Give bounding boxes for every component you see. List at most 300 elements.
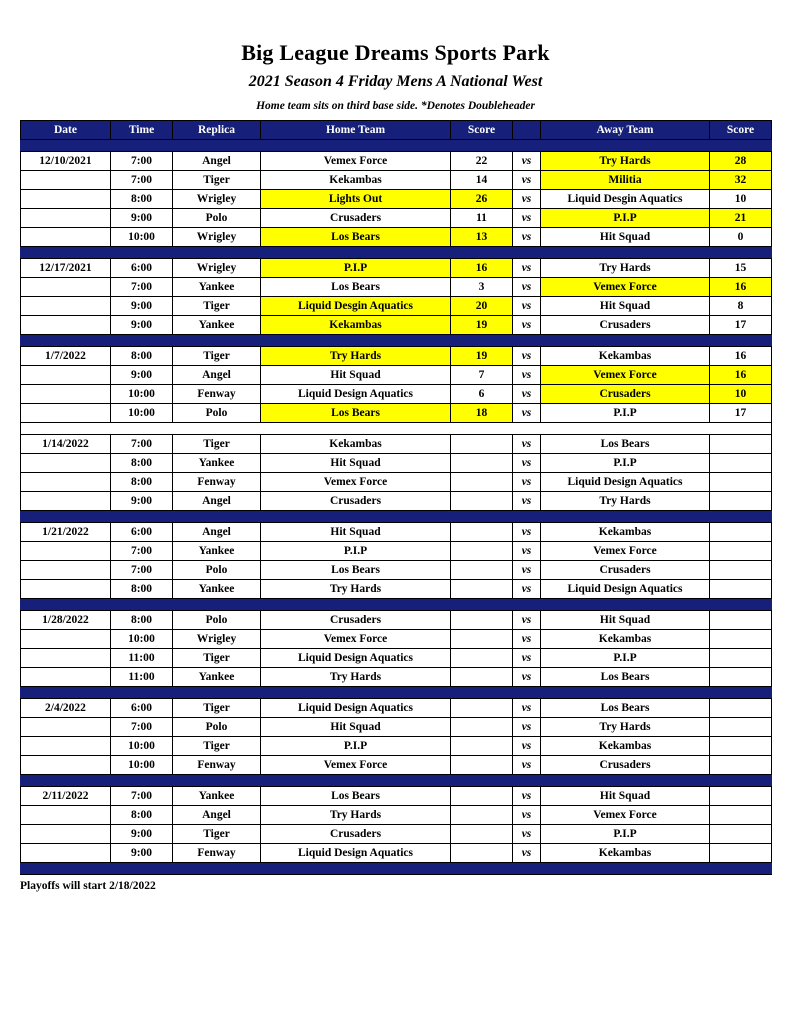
cell-time: 9:00 — [111, 825, 173, 844]
cell-home-score: 26 — [451, 190, 513, 209]
cell-home-score: 11 — [451, 209, 513, 228]
cell-away-score — [710, 699, 772, 718]
divider-cell — [21, 140, 772, 152]
cell-away-score — [710, 787, 772, 806]
cell-vs: vs — [513, 523, 541, 542]
cell-home-score — [451, 454, 513, 473]
cell-home-team: P.I.P — [261, 737, 451, 756]
cell-vs: vs — [513, 316, 541, 335]
cell-away-team: Hit Squad — [541, 228, 710, 247]
cell-away-score — [710, 435, 772, 454]
cell-date — [21, 718, 111, 737]
cell-time: 11:00 — [111, 668, 173, 687]
cell-home-score — [451, 630, 513, 649]
divider-cell — [21, 423, 772, 435]
cell-away-score: 10 — [710, 190, 772, 209]
cell-date — [21, 668, 111, 687]
cell-away-score — [710, 580, 772, 599]
table-row — [21, 278, 772, 297]
cell-home-team: Try Hards — [261, 668, 451, 687]
table-row — [21, 668, 772, 687]
table-row — [21, 718, 772, 737]
cell-replica: Angel — [173, 152, 261, 171]
cell-date — [21, 630, 111, 649]
table-header-row — [21, 121, 772, 140]
cell-home-score: 19 — [451, 347, 513, 366]
cell-away-team: Hit Squad — [541, 297, 710, 316]
cell-time: 7:00 — [111, 542, 173, 561]
table-row — [21, 385, 772, 404]
cell-home-score — [451, 611, 513, 630]
cell-replica: Angel — [173, 806, 261, 825]
table-row — [21, 435, 772, 454]
table-row — [21, 190, 772, 209]
table-row — [21, 297, 772, 316]
cell-away-score — [710, 668, 772, 687]
cell-date — [21, 825, 111, 844]
cell-time: 10:00 — [111, 404, 173, 423]
cell-home-team: Liquid Design Aquatics — [261, 649, 451, 668]
column-header-home-team: Home Team — [261, 121, 451, 140]
cell-away-team: Liquid Desgin Aquatics — [541, 190, 710, 209]
cell-away-score — [710, 718, 772, 737]
cell-home-team: Crusaders — [261, 611, 451, 630]
cell-vs: vs — [513, 806, 541, 825]
cell-home-score — [451, 806, 513, 825]
cell-replica: Fenway — [173, 473, 261, 492]
cell-time: 11:00 — [111, 649, 173, 668]
cell-replica: Tiger — [173, 347, 261, 366]
cell-away-score: 28 — [710, 152, 772, 171]
cell-away-team: Vemex Force — [541, 806, 710, 825]
cell-home-team: Vemex Force — [261, 630, 451, 649]
cell-date — [21, 561, 111, 580]
cell-time: 10:00 — [111, 756, 173, 775]
cell-away-score — [710, 649, 772, 668]
cell-vs: vs — [513, 435, 541, 454]
cell-away-team: P.I.P — [541, 825, 710, 844]
cell-home-team: Crusaders — [261, 492, 451, 511]
cell-date — [21, 190, 111, 209]
cell-home-team: Kekambas — [261, 435, 451, 454]
cell-replica: Yankee — [173, 580, 261, 599]
cell-replica: Yankee — [173, 542, 261, 561]
cell-replica: Tiger — [173, 699, 261, 718]
cell-home-score: 16 — [451, 259, 513, 278]
column-header-home-score: Score — [451, 121, 513, 140]
cell-away-score — [710, 825, 772, 844]
table-row — [21, 825, 772, 844]
divider-cell — [21, 863, 772, 875]
cell-away-score: 0 — [710, 228, 772, 247]
cell-home-score: 22 — [451, 152, 513, 171]
cell-time: 7:00 — [111, 152, 173, 171]
cell-home-team: P.I.P — [261, 542, 451, 561]
document-header — [20, 0, 771, 112]
cell-away-score — [710, 561, 772, 580]
cell-vs: vs — [513, 542, 541, 561]
cell-date: 1/21/2022 — [21, 523, 111, 542]
cell-time: 10:00 — [111, 385, 173, 404]
cell-home-team: Los Bears — [261, 404, 451, 423]
cell-home-score — [451, 492, 513, 511]
cell-time: 9:00 — [111, 492, 173, 511]
cell-date — [21, 542, 111, 561]
cell-home-score — [451, 825, 513, 844]
table-row — [21, 649, 772, 668]
cell-vs: vs — [513, 366, 541, 385]
cell-home-score — [451, 523, 513, 542]
cell-away-team: Hit Squad — [541, 787, 710, 806]
cell-date: 1/7/2022 — [21, 347, 111, 366]
cell-away-score — [710, 492, 772, 511]
cell-home-score: 19 — [451, 316, 513, 335]
cell-vs: vs — [513, 649, 541, 668]
table-row — [21, 347, 772, 366]
cell-date: 1/28/2022 — [21, 611, 111, 630]
cell-home-team: Kekambas — [261, 316, 451, 335]
cell-replica: Polo — [173, 404, 261, 423]
cell-home-team: Try Hards — [261, 347, 451, 366]
cell-replica: Tiger — [173, 297, 261, 316]
table-row — [21, 404, 772, 423]
cell-vs: vs — [513, 825, 541, 844]
page-subtitle: 2021 Season 4 Friday Mens A National West — [248, 73, 543, 90]
table-row — [21, 152, 772, 171]
cell-home-team: Vemex Force — [261, 473, 451, 492]
cell-vs: vs — [513, 844, 541, 863]
cell-date — [21, 171, 111, 190]
cell-time: 10:00 — [111, 228, 173, 247]
cell-away-score — [710, 454, 772, 473]
cell-vs: vs — [513, 787, 541, 806]
cell-replica: Polo — [173, 718, 261, 737]
cell-vs: vs — [513, 756, 541, 775]
cell-replica: Yankee — [173, 787, 261, 806]
cell-away-team: Liquid Design Aquatics — [541, 580, 710, 599]
cell-vs: vs — [513, 347, 541, 366]
cell-away-team: P.I.P — [541, 454, 710, 473]
table-row — [21, 366, 772, 385]
cell-away-score: 16 — [710, 278, 772, 297]
cell-home-score — [451, 668, 513, 687]
cell-home-score — [451, 737, 513, 756]
cell-vs: vs — [513, 152, 541, 171]
cell-date: 1/14/2022 — [21, 435, 111, 454]
section-divider-row — [21, 599, 772, 611]
cell-vs: vs — [513, 561, 541, 580]
section-divider-row — [21, 247, 772, 259]
cell-home-score: 18 — [451, 404, 513, 423]
cell-vs: vs — [513, 473, 541, 492]
cell-time: 8:00 — [111, 454, 173, 473]
cell-replica: Angel — [173, 523, 261, 542]
table-row — [21, 844, 772, 863]
table-row — [21, 542, 772, 561]
cell-away-score — [710, 630, 772, 649]
cell-away-team: Try Hards — [541, 152, 710, 171]
cell-away-team: Hit Squad — [541, 611, 710, 630]
cell-vs: vs — [513, 385, 541, 404]
cell-replica: Yankee — [173, 454, 261, 473]
cell-home-team: Vemex Force — [261, 152, 451, 171]
cell-date: 2/11/2022 — [21, 787, 111, 806]
cell-date — [21, 297, 111, 316]
cell-replica: Yankee — [173, 668, 261, 687]
cell-home-score: 3 — [451, 278, 513, 297]
cell-home-team: P.I.P — [261, 259, 451, 278]
playoffs-note: Playoffs will start 2/18/2022 — [20, 880, 156, 892]
cell-time: 8:00 — [111, 580, 173, 599]
cell-away-team: Kekambas — [541, 844, 710, 863]
cell-replica: Wrigley — [173, 630, 261, 649]
cell-vs: vs — [513, 190, 541, 209]
cell-home-team: Liquid Design Aquatics — [261, 844, 451, 863]
table-row — [21, 787, 772, 806]
cell-time: 9:00 — [111, 844, 173, 863]
cell-away-score — [710, 473, 772, 492]
cell-replica: Wrigley — [173, 190, 261, 209]
cell-replica: Tiger — [173, 649, 261, 668]
cell-vs: vs — [513, 209, 541, 228]
cell-home-score — [451, 756, 513, 775]
cell-away-score: 8 — [710, 297, 772, 316]
table-row — [21, 699, 772, 718]
cell-replica: Angel — [173, 366, 261, 385]
cell-date — [21, 580, 111, 599]
cell-vs: vs — [513, 454, 541, 473]
cell-date — [21, 473, 111, 492]
column-header-away-team: Away Team — [541, 121, 710, 140]
cell-away-team: Los Bears — [541, 435, 710, 454]
cell-date — [21, 844, 111, 863]
table-row — [21, 454, 772, 473]
cell-away-score: 21 — [710, 209, 772, 228]
cell-vs: vs — [513, 668, 541, 687]
cell-replica: Angel — [173, 492, 261, 511]
cell-vs: vs — [513, 699, 541, 718]
cell-away-score — [710, 756, 772, 775]
table-row — [21, 561, 772, 580]
table-row — [21, 523, 772, 542]
cell-vs: vs — [513, 492, 541, 511]
cell-home-team: Liquid Design Aquatics — [261, 385, 451, 404]
cell-vs: vs — [513, 718, 541, 737]
cell-home-score — [451, 542, 513, 561]
cell-date — [21, 454, 111, 473]
cell-home-team: Kekambas — [261, 171, 451, 190]
table-row — [21, 611, 772, 630]
cell-vs: vs — [513, 611, 541, 630]
cell-away-team: Los Bears — [541, 668, 710, 687]
cell-vs: vs — [513, 278, 541, 297]
column-header-date: Date — [21, 121, 111, 140]
table-row — [21, 259, 772, 278]
cell-away-team: Kekambas — [541, 523, 710, 542]
section-divider-row — [21, 863, 772, 875]
cell-replica: Polo — [173, 561, 261, 580]
cell-away-team: Crusaders — [541, 561, 710, 580]
cell-date — [21, 649, 111, 668]
cell-time: 8:00 — [111, 347, 173, 366]
cell-away-team: P.I.P — [541, 209, 710, 228]
table-row — [21, 228, 772, 247]
cell-away-score: 17 — [710, 316, 772, 335]
divider-cell — [21, 335, 772, 347]
section-divider-row — [21, 335, 772, 347]
page-title: Big League Dreams Sports Park — [241, 40, 550, 65]
cell-date — [21, 756, 111, 775]
cell-time: 6:00 — [111, 523, 173, 542]
cell-time: 10:00 — [111, 630, 173, 649]
table-row — [21, 630, 772, 649]
cell-home-score: 7 — [451, 366, 513, 385]
divider-cell — [21, 599, 772, 611]
cell-vs: vs — [513, 228, 541, 247]
cell-away-score — [710, 611, 772, 630]
cell-replica: Wrigley — [173, 259, 261, 278]
cell-replica: Tiger — [173, 737, 261, 756]
divider-cell — [21, 687, 772, 699]
cell-time: 8:00 — [111, 806, 173, 825]
schedule-table-body — [21, 140, 772, 875]
cell-home-score — [451, 473, 513, 492]
cell-date — [21, 278, 111, 297]
cell-home-team: Lights Out — [261, 190, 451, 209]
table-row — [21, 209, 772, 228]
cell-replica: Fenway — [173, 844, 261, 863]
cell-replica: Tiger — [173, 435, 261, 454]
cell-time: 9:00 — [111, 209, 173, 228]
cell-time: 10:00 — [111, 737, 173, 756]
section-divider-row — [21, 140, 772, 152]
cell-home-team: Los Bears — [261, 278, 451, 297]
cell-time: 8:00 — [111, 611, 173, 630]
column-header-away-score: Score — [710, 121, 772, 140]
section-divider-row — [21, 687, 772, 699]
cell-away-score: 16 — [710, 366, 772, 385]
cell-home-score: 6 — [451, 385, 513, 404]
cell-away-team: Try Hards — [541, 259, 710, 278]
table-row — [21, 737, 772, 756]
table-row — [21, 806, 772, 825]
cell-home-score — [451, 787, 513, 806]
cell-date — [21, 316, 111, 335]
cell-replica: Fenway — [173, 385, 261, 404]
cell-away-team: Kekambas — [541, 630, 710, 649]
cell-time: 6:00 — [111, 699, 173, 718]
cell-away-score — [710, 542, 772, 561]
schedule-table — [20, 120, 772, 875]
cell-home-team: Hit Squad — [261, 366, 451, 385]
cell-home-score: 13 — [451, 228, 513, 247]
cell-home-score — [451, 435, 513, 454]
cell-home-team: Hit Squad — [261, 454, 451, 473]
cell-time: 7:00 — [111, 278, 173, 297]
cell-replica: Yankee — [173, 316, 261, 335]
section-divider-row — [21, 775, 772, 787]
cell-home-team: Hit Squad — [261, 523, 451, 542]
cell-away-score: 10 — [710, 385, 772, 404]
cell-home-score: 20 — [451, 297, 513, 316]
cell-away-score: 16 — [710, 347, 772, 366]
divider-cell — [21, 511, 772, 523]
cell-away-score — [710, 523, 772, 542]
cell-away-team: Crusaders — [541, 316, 710, 335]
cell-home-score: 14 — [451, 171, 513, 190]
cell-away-team: Try Hards — [541, 718, 710, 737]
cell-date — [21, 209, 111, 228]
cell-home-team: Los Bears — [261, 561, 451, 580]
cell-home-score — [451, 561, 513, 580]
cell-home-team: Try Hards — [261, 580, 451, 599]
cell-away-score: 32 — [710, 171, 772, 190]
table-row — [21, 492, 772, 511]
cell-time: 7:00 — [111, 561, 173, 580]
table-row — [21, 171, 772, 190]
cell-vs: vs — [513, 630, 541, 649]
cell-date: 12/10/2021 — [21, 152, 111, 171]
page-note: Home team sits on third base side. *Denotes Doubleheader — [256, 100, 535, 112]
cell-time: 8:00 — [111, 190, 173, 209]
cell-date: 2/4/2022 — [21, 699, 111, 718]
divider-cell — [21, 247, 772, 259]
cell-date — [21, 385, 111, 404]
cell-home-team: Liquid Desgin Aquatics — [261, 297, 451, 316]
cell-home-team: Crusaders — [261, 825, 451, 844]
cell-vs: vs — [513, 297, 541, 316]
section-divider-row — [21, 511, 772, 523]
blank-row — [21, 423, 772, 435]
cell-away-score — [710, 737, 772, 756]
cell-away-team: Vemex Force — [541, 278, 710, 297]
cell-date — [21, 806, 111, 825]
cell-date: 12/17/2021 — [21, 259, 111, 278]
cell-replica: Fenway — [173, 756, 261, 775]
cell-time: 7:00 — [111, 787, 173, 806]
cell-home-team: Los Bears — [261, 787, 451, 806]
cell-away-team: Militia — [541, 171, 710, 190]
cell-vs: vs — [513, 171, 541, 190]
cell-replica: Yankee — [173, 278, 261, 297]
cell-home-score — [451, 718, 513, 737]
cell-away-team: Vemex Force — [541, 542, 710, 561]
cell-home-team: Vemex Force — [261, 756, 451, 775]
table-row — [21, 473, 772, 492]
cell-away-score — [710, 844, 772, 863]
cell-time: 7:00 — [111, 171, 173, 190]
cell-home-team: Los Bears — [261, 228, 451, 247]
cell-away-team: Vemex Force — [541, 366, 710, 385]
cell-time: 9:00 — [111, 366, 173, 385]
cell-time: 8:00 — [111, 473, 173, 492]
cell-time: 6:00 — [111, 259, 173, 278]
table-row — [21, 316, 772, 335]
cell-time: 7:00 — [111, 718, 173, 737]
cell-away-team: Crusaders — [541, 385, 710, 404]
column-header-time: Time — [111, 121, 173, 140]
cell-time: 9:00 — [111, 316, 173, 335]
cell-replica: Polo — [173, 209, 261, 228]
cell-home-team: Liquid Design Aquatics — [261, 699, 451, 718]
cell-away-team: P.I.P — [541, 649, 710, 668]
cell-replica: Tiger — [173, 825, 261, 844]
cell-home-score — [451, 699, 513, 718]
cell-away-team: Kekambas — [541, 347, 710, 366]
cell-date — [21, 228, 111, 247]
column-header-replica: Replica — [173, 121, 261, 140]
cell-home-score — [451, 580, 513, 599]
